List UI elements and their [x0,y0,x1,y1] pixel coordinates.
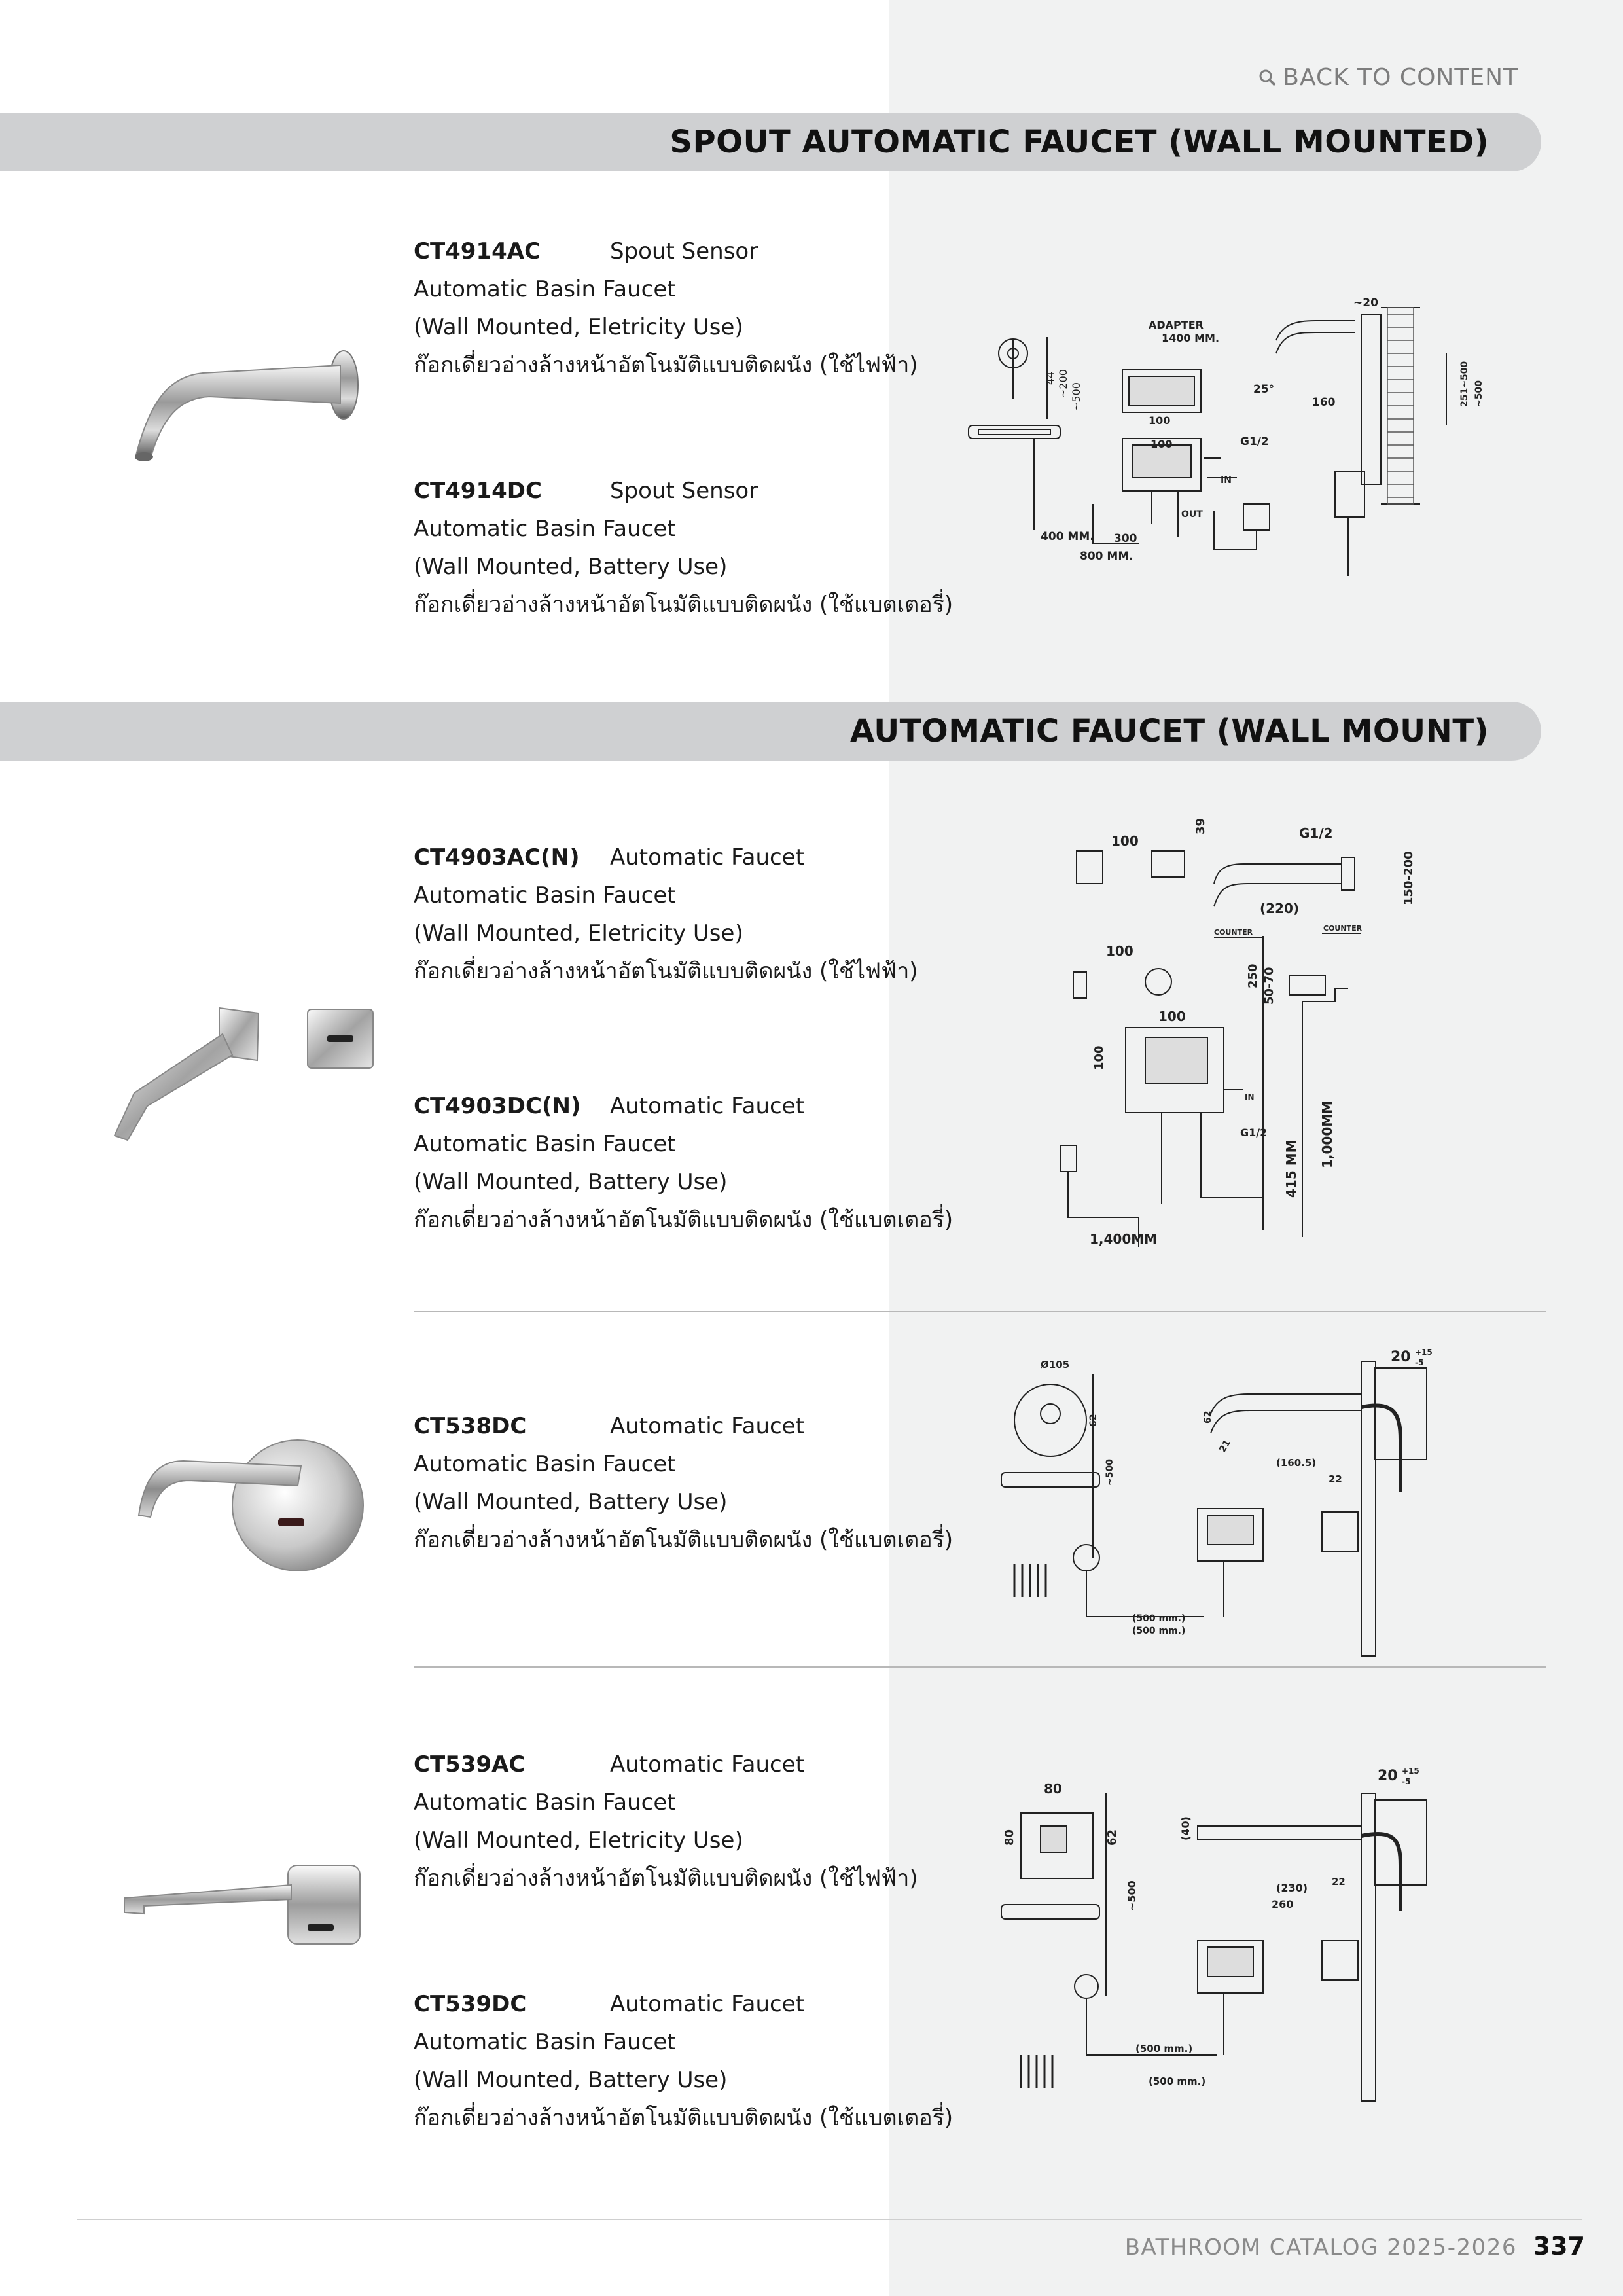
drawing-label: 80 [1003,1829,1016,1846]
drawing-label: (40) [1179,1816,1192,1840]
product-line: (Wall Mounted, Eletricity Use) [414,314,743,340]
drawing-label: 160 [1312,396,1336,409]
drawing-label: 260 [1272,1898,1294,1910]
product-line: (Wall Mounted, Battery Use) [414,1489,728,1515]
section-title: SPOUT AUTOMATIC FAUCET (WALL MOUNTED) [669,124,1489,160]
drawing-label: 100 [1149,414,1171,427]
drawing-label: (500 mm.) [1149,2075,1206,2087]
drawing-label: (500 mm.) [1135,2043,1193,2054]
drawing-label: 1,400MM [1090,1231,1158,1247]
drawing-label: COUNTER [1214,928,1253,937]
product-type: Automatic Faucet [610,1413,804,1439]
spout-faucet-photo [124,340,373,484]
drawing-label: G1/2 [1299,825,1333,841]
drawing-label: 100 [1158,1009,1186,1024]
drawing-label: 22 [1329,1473,1342,1485]
drawing-label: 150-200 [1402,851,1416,905]
product-line: Automatic Basin Faucet [414,1789,676,1816]
drawing-label: COUNTER [1323,924,1363,933]
drawing-label: ~500 [1126,1880,1138,1911]
product-code: CT4903AC(N) [414,844,580,870]
drawing-label: +15 [1415,1348,1433,1357]
product-line-thai: ก๊อกเดี่ยวอ่างล้างหน้าอัตโนมัติแบบติดผนัง (ใช้ไฟฟ้า) [414,352,918,378]
product-line: (Wall Mounted, Eletricity Use) [414,1827,743,1854]
drawing-label: 62 [1105,1829,1119,1846]
product-type: Spout Sensor [610,238,758,264]
product-divider [414,1666,1546,1668]
product-line: (Wall Mounted, Battery Use) [414,554,728,580]
drawing-label: 62 [1088,1414,1099,1427]
drawing-label: IN [1245,1092,1255,1102]
drawing-label: OUT [1181,509,1203,520]
product-code: CT4903DC(N) [414,1093,581,1119]
drawing-label: ~200 [1057,369,1069,398]
footer-divider [77,2219,1582,2220]
product-line: (Wall Mounted, Battery Use) [414,2067,728,2093]
product-line-thai: ก๊อกเดี่ยวอ่างล้างหน้าอัตโนมัติแบบติดผนัง (ใช้ไฟฟ้า) [414,958,918,984]
drawing-label: 415 MM [1283,1139,1299,1198]
drawing-label: 251~500 [1459,361,1470,407]
drawing-label: 800 MM. [1080,550,1133,563]
drawing-label: 1400 MM. [1162,332,1220,344]
drawing-label: 300 [1114,532,1137,545]
technical-drawing-ct539 [982,1754,1453,2108]
drawing-label: -5 [1402,1777,1411,1786]
drawing-label: ~500 [1474,380,1484,407]
drawing-label: G1/2 [1240,1126,1268,1139]
page-number: 337 [1533,2232,1585,2261]
drawing-label: 100 [1106,943,1133,959]
product-line: Automatic Basin Faucet [414,2029,676,2055]
product-line: Automatic Basin Faucet [414,1131,676,1157]
catalog-title: BATHROOM CATALOG 2025-2026 [1124,2234,1517,2261]
product-line-thai: ก๊อกเดี่ยวอ่างล้างหน้าอัตโนมัติแบบติดผนัง (ใช้แบตเตอรี่) [414,1207,954,1233]
search-icon [1258,68,1277,88]
product-code: CT538DC [414,1413,527,1439]
drawing-label: 250 [1246,963,1260,988]
product-code: CT4914AC [414,238,541,264]
drawing-label: 80 [1044,1781,1062,1797]
drawing-label: 22 [1332,1876,1346,1888]
drawing-label: 50-70 [1262,967,1276,1005]
technical-drawing-ct538 [982,1342,1453,1656]
back-to-content-label: BACK TO CONTENT [1283,64,1518,91]
product-line: (Wall Mounted, Eletricity Use) [414,920,743,946]
drawing-label: IN [1221,475,1232,486]
product-code: CT539DC [414,1991,527,2017]
product-line: (Wall Mounted, Battery Use) [414,1169,728,1195]
drawing-label: 39 [1194,817,1207,834]
back-to-content-link[interactable] [1258,64,1518,91]
drawing-label: Ø105 [1041,1359,1070,1371]
wall-faucet-photo [108,995,383,1152]
product-line: Automatic Basin Faucet [414,1451,676,1477]
product-ct539dc [414,1985,953,2137]
product-ct4914dc [414,472,953,624]
drawing-label: 1,000MM [1319,1100,1335,1168]
product-type: Automatic Faucet [610,1093,804,1119]
product-code: CT4914DC [414,478,542,504]
drawing-label: ADAPTER [1149,319,1204,331]
product-type: Automatic Faucet [610,844,804,870]
product-ct4903acn [414,838,918,990]
round-wall-faucet-photo [131,1420,366,1577]
section-header-spout [0,113,1541,171]
drawing-label: (500 mm.) [1132,1613,1186,1624]
drawing-label: ~500 [1070,382,1082,411]
drawing-label: 44 [1044,371,1056,385]
drawing-label: (230) [1276,1882,1308,1894]
product-line: Automatic Basin Faucet [414,276,676,302]
drawing-label: ~20 [1353,296,1378,310]
section-header-wall-mount [0,702,1541,761]
product-divider [414,1311,1546,1312]
product-type: Automatic Faucet [610,1991,804,2017]
drawing-label: 400 MM. [1041,530,1094,543]
drawing-label: (500 mm.) [1132,1626,1186,1636]
product-ct4903dcn [414,1087,953,1239]
product-line-thai: ก๊อกเดี่ยวอ่างล้างหน้าอัตโนมัติแบบติดผนัง (ใช้แบตเตอรี่) [414,2105,954,2131]
product-line: Automatic Basin Faucet [414,516,676,542]
drawing-label: 100 [1092,1045,1106,1070]
drawing-label: 100 [1111,833,1139,849]
product-ct539ac [414,1746,918,1897]
product-line-thai: ก๊อกเดี่ยวอ่างล้างหน้าอัตโนมัติแบบติดผนัง (ใช้แบตเตอรี่) [414,592,954,618]
drawing-label: 100 [1150,438,1173,450]
drawing-label: G1/2 [1240,435,1269,448]
drawing-label: -5 [1415,1358,1424,1367]
drawing-label: (220) [1260,901,1300,916]
product-line-thai: ก๊อกเดี่ยวอ่างล้างหน้าอัตโนมัติแบบติดผนัง (ใช้ไฟฟ้า) [414,1865,918,1892]
drawing-label: 21 [1217,1438,1233,1454]
section-title: AUTOMATIC FAUCET (WALL MOUNT) [850,713,1489,749]
square-wall-faucet-photo [118,1859,366,1964]
drawing-label: 20 [1391,1349,1411,1365]
drawing-label: 62 [1203,1410,1213,1424]
product-line-thai: ก๊อกเดี่ยวอ่างล้างหน้าอัตโนมัติแบบติดผนัง (ใช้แบตเตอรี่) [414,1527,954,1553]
product-code: CT539AC [414,1751,526,1778]
product-ct4914ac [414,232,918,384]
product-line: Automatic Basin Faucet [414,882,676,908]
technical-drawing-ct4903 [1054,812,1427,1257]
technical-drawing-ct4914 [962,288,1484,589]
drawing-label: ~500 [1105,1459,1115,1486]
product-type: Spout Sensor [610,478,758,504]
drawing-label: (160.5) [1276,1457,1317,1469]
product-type: Automatic Faucet [610,1751,804,1778]
drawing-label: 20 [1378,1768,1398,1784]
drawing-label: +15 [1402,1767,1419,1776]
product-ct538dc [414,1407,953,1559]
drawing-label: 25° [1253,383,1275,396]
